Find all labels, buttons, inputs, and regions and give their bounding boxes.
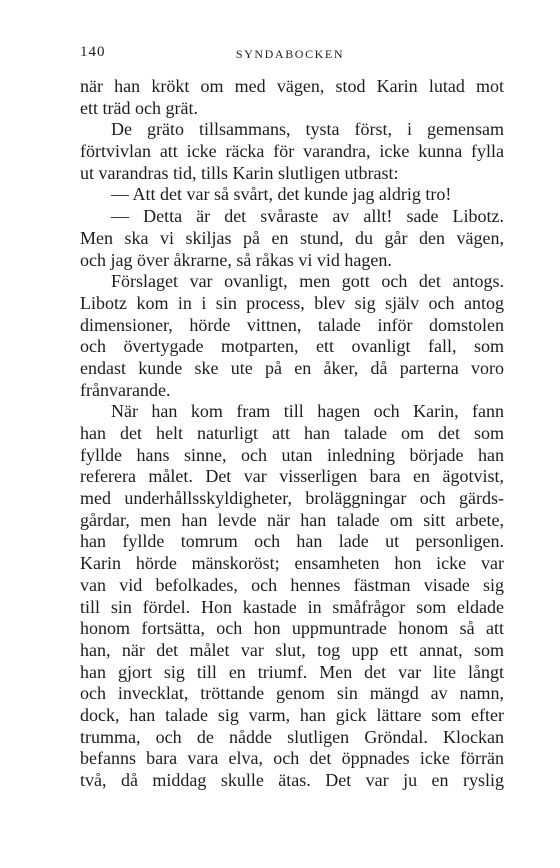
text-line: dock, han talade sig varm, han gick lättare som efter: [80, 704, 504, 725]
text-line: gårdar, men han levde när han talade om sitt arbete,: [80, 509, 504, 530]
text-line: — Detta är det svåraste av allt! sade Libotz.: [111, 206, 504, 227]
text-line: referera målet. Det var visserligen bara en ägotvist,: [80, 466, 504, 487]
text-line: befanns bara vara elva, och det öppnades icke förrän: [80, 748, 504, 769]
text-line: han det helt naturligt att han talade om det som: [80, 423, 504, 443]
text-line: han gjort sig till en triumf. Men det var lite långt: [80, 661, 504, 682]
text-line: Förslaget var ovanligt, men gott och det antogs.: [111, 271, 504, 292]
running-title: SYNDABOCKEN: [235, 47, 345, 61]
text-line: endast kunde ske ute på en åker, då parterna voro: [80, 357, 504, 378]
text-line: två, då middag skulle ätas. Det var ju en ryslig: [80, 770, 504, 790]
text-line: ut varandras tid, tills Karin slutligen utbrast:: [80, 162, 399, 183]
text-line: ett träd och grät.: [80, 97, 198, 118]
text-line: honom fortsätta, och hon uppmuntrade honom så att: [80, 618, 504, 639]
text-line: Men ska vi skiljas på en stund, du går den vägen,: [80, 227, 504, 248]
text-line: och jag över åkrarne, så råkas vi vid hagen.: [80, 249, 392, 270]
text-line: och invecklat, tröttande genom sin mängd av namn,: [80, 683, 504, 704]
text-line: fyllde hans sinne, och utan inledning började han: [80, 444, 504, 465]
text-line: van vid befolkades, och hennes fästman visade sig: [80, 574, 504, 595]
text-line: Karin hörde mänskoröst; ensamheten hon icke var: [80, 553, 504, 574]
text-line: De gräto tillsammans, tysta först, i gemensam: [111, 119, 504, 140]
text-line: frånvarande.: [80, 379, 171, 400]
text-line: han, när det målet var slut, tog upp ett annat, som: [80, 639, 504, 660]
text-line: trumma, och de nådde slutligen Gröndal. Klockan: [80, 726, 504, 747]
text-line: När han kom fram till hagen och Karin, fann: [111, 401, 504, 422]
page-header: [80, 44, 500, 66]
text-line: dimensioner, hörde vittnen, talade inför domstolen: [80, 314, 504, 335]
text-line: och övertygade motparten, ett ovanligt fall, som: [80, 336, 504, 357]
text-line: med underhållsskyldigheter, broläggningar och gärds-: [80, 488, 504, 509]
text-line: till sin fördel. Hon kastade in småfrågor som eldade: [80, 596, 504, 617]
text-line: — Att det var så svårt, det kunde jag aldrig tro!: [111, 184, 452, 205]
text-line: Libotz kom in i sin process, blev sig själv och antog: [80, 292, 504, 313]
text-line: förtvivlan att icke räcka för varandra, icke kunna fylla: [80, 141, 504, 162]
text-line: han fyllde tomrum och han lade ut personligen.: [80, 531, 504, 552]
body-text: [80, 76, 504, 792]
text-line: när han krökt om med vägen, stod Karin lutad mot: [80, 76, 504, 96]
page-number: 140: [80, 44, 106, 60]
